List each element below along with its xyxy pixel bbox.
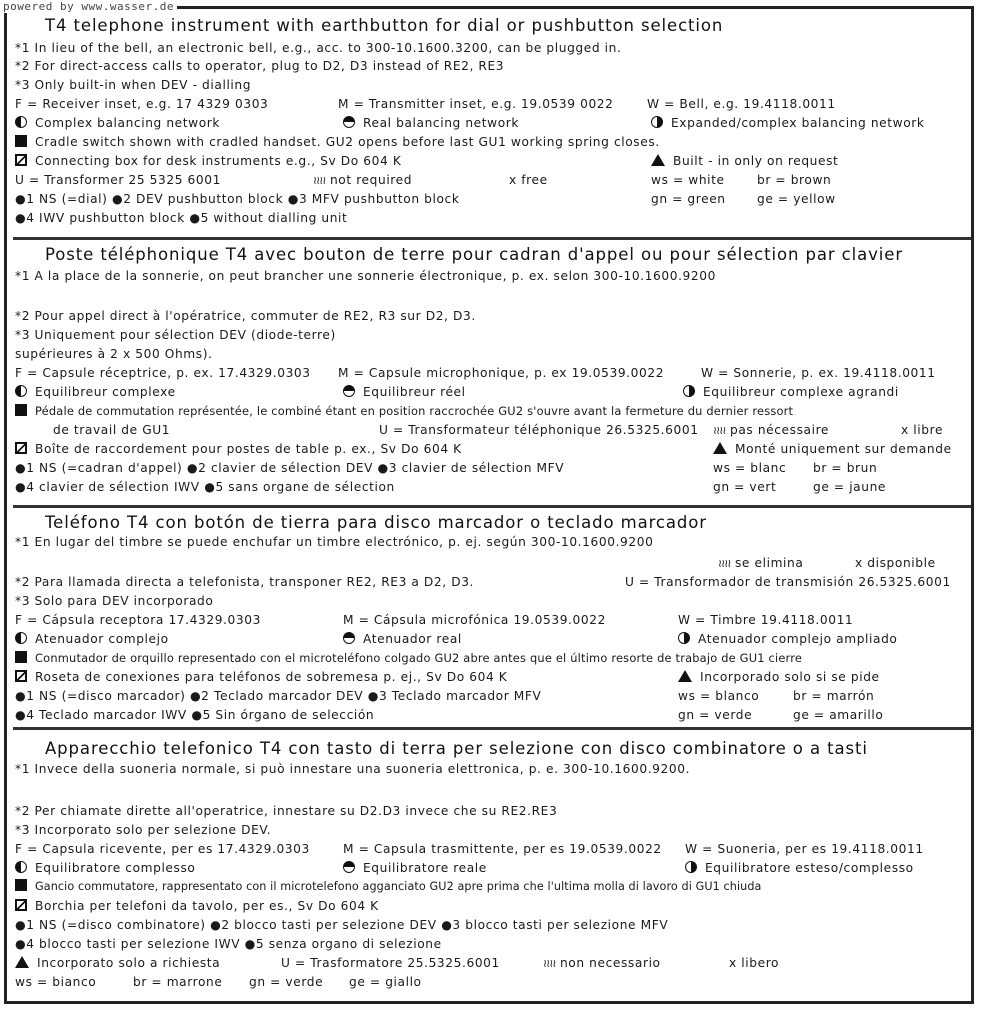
color-ws: ws = blanco (678, 689, 760, 703)
legend-expanded (683, 383, 899, 401)
expanded-network-icon (685, 861, 697, 873)
legend-label: Real balancing network (363, 116, 520, 130)
legend-label: not required (329, 173, 413, 187)
legend-complex (15, 383, 176, 401)
note-3: *3 Uniquement pour sélection DEV (diode-terre) (15, 328, 336, 342)
transformer: U = Transformateur téléphonique 26.5325.6001 (379, 423, 699, 437)
legend-label: Built - in only on request (673, 154, 839, 168)
legend-label: se elimina (734, 556, 804, 570)
color-ws: ws = blanc (713, 461, 787, 475)
legend-label: Boîte de raccordement pour postes de table p. ex., Sv Do 604 K (35, 442, 462, 456)
legend-label: Atenuador complejo ampliado (698, 632, 898, 646)
receiver-part: F = Capsule réceptrice, p. ex. 17.4329.0303 (15, 366, 311, 380)
legend-cradle (15, 649, 802, 667)
note-2: *2 For direct-access calls to operator, plug to D2, D3 instead of RE2, RE3 (15, 59, 505, 73)
legend-eliminated (718, 554, 803, 573)
expanded-network-icon (678, 632, 690, 644)
color-br: br = marrón (793, 689, 875, 703)
legend-label: Roseta de conexiones para teléfonos de sobremesa p. ej., Sv Do 604 K (35, 670, 508, 684)
legend-label: Expanded/complex balancing network (671, 116, 925, 130)
triangle-icon (678, 670, 692, 682)
complex-network-icon (15, 632, 27, 644)
dialling-line-2: ●4 blocco tasti per selezione IWV ●5 senza organo di selezione (15, 937, 442, 951)
legend-built-in (15, 954, 220, 972)
transmitter-part: M = Capsula trasmittente, per es 19.0539.0022 (343, 842, 662, 856)
legend-label: Cradle switch shown with cradled handset. GU2 opens before last GU1 working spring closes. (35, 135, 660, 149)
transmitter-part: M = Cápsula microfónica 19.0539.0022 (343, 613, 606, 627)
section-title: Teléfono T4 con botón de tierra para disco marcador o teclado marcador (45, 513, 707, 532)
legend-free: x libero (729, 956, 780, 970)
legend-cradle-cont: de travail de GU1 (53, 423, 171, 437)
color-ge: ge = yellow (757, 192, 836, 206)
transformer: U = Transformer 25 5325 6001 (15, 173, 221, 187)
legend-label: Equilibreur réel (363, 385, 466, 399)
legend-label: Equilibreur complexe (35, 385, 176, 399)
legend-label: Pédale de commutation représentée, le combiné étant en position raccrochée GU2 s'ouvre avant la fermeture du dernier ressort (35, 404, 794, 418)
legend-expanded (678, 630, 897, 648)
legend-free: x free (509, 173, 548, 187)
legend-label: non necessario (559, 956, 661, 970)
dialling-line-1: ●1 NS (=disco combinatore) ●2 blocco tasti per selezione DEV ●3 blocco tasti per selezione MFV (15, 918, 669, 932)
dialling-line-2: ●4 Teclado marcador IWV ●5 Sin órgano de selección (15, 708, 375, 722)
color-ge: ge = jaune (813, 480, 886, 494)
dialling-line-2: ●4 IWV pushbutton block ●5 without dialling unit (15, 211, 348, 225)
cradle-switch-icon (15, 135, 27, 147)
section-english (13, 9, 971, 237)
legend-cradle (15, 878, 762, 896)
legend-real (343, 383, 466, 401)
color-ge: ge = giallo (349, 975, 422, 989)
legend-label: Monté uniquement sur demande (735, 442, 952, 456)
wavy-line-icon: ≀≀≀≀ (718, 557, 731, 570)
legend-real (343, 859, 487, 877)
legend-connecting-box (15, 440, 462, 458)
legend-not-required (713, 421, 829, 440)
legend-built-in (713, 440, 952, 458)
receiver-part: F = Capsula ricevente, per es 17.4329.0303 (15, 842, 310, 856)
legend-built-in (678, 668, 880, 686)
real-network-icon (343, 385, 355, 397)
legend-connecting-box (15, 152, 401, 170)
note-1: *1 A la place de la sonnerie, on peut brancher une sonnerie électronique, p. ex. selon 300-10.1600.9200 (15, 269, 716, 283)
section-italian (13, 727, 971, 1001)
complex-network-icon (15, 116, 27, 128)
bell-part: W = Sonnerie, p. ex. 19.4118.0011 (701, 366, 936, 380)
legend-connecting-box (15, 897, 379, 915)
connecting-box-icon (15, 899, 27, 911)
document-sheet (4, 6, 974, 1004)
note-3-cont: supérieures à 2 x 500 Ohms). (15, 347, 213, 361)
legend-label: Complex balancing network (35, 116, 221, 130)
legend-built-in (651, 152, 838, 170)
note-2: *2 Pour appel direct à l'opératrice, commuter de RE2, R3 sur D2, D3. (15, 309, 476, 323)
dialling-line-2: ●4 clavier de sélection IWV ●5 sans organe de sélection (15, 480, 395, 494)
receiver-part: F = Receiver inset, e.g. 17 4329 0303 (15, 97, 269, 111)
triangle-icon (651, 154, 665, 166)
watermark: powered by www.wasser.de (0, 0, 177, 13)
real-network-icon (343, 116, 355, 128)
legend-label: Equilibratore reale (363, 861, 487, 875)
dialling-line-1: ●1 NS (=dial) ●2 DEV pushbutton block ●3 MFV pushbutton block (15, 192, 460, 206)
dialling-line-1: ●1 NS (=disco marcador) ●2 Teclado marcador DEV ●3 Teclado marcador MFV (15, 689, 542, 703)
color-ws: ws = bianco (15, 975, 97, 989)
wavy-line-icon: ≀≀≀≀ (543, 957, 556, 970)
legend-label: Incorporato solo a richiesta (37, 956, 221, 970)
triangle-icon (15, 956, 29, 968)
triangle-icon (713, 442, 727, 454)
legend-label: Gancio commutatore, rappresentato con il microtelefono agganciato GU2 apre prima che l'ultima molla di lavoro di GU1 chiuda (35, 880, 762, 893)
connecting-box-icon (15, 442, 27, 454)
expanded-network-icon (683, 385, 695, 397)
connecting-box-icon (15, 670, 27, 682)
legend-not-required (543, 954, 661, 973)
transformer: U = Transformador de transmisión 26.5325.6001 (625, 575, 951, 589)
real-network-icon (343, 861, 355, 873)
complex-network-icon (15, 861, 27, 873)
note-3: *3 Only built-in when DEV - dialling (15, 78, 252, 92)
legend-complex (15, 114, 220, 132)
note-1: *1 Invece della suoneria normale, si può innestare una suoneria elettronica, p. e. 300-10.1600.9200. (15, 762, 691, 776)
legend-connecting-box (15, 668, 507, 686)
section-french (13, 237, 971, 505)
expanded-network-icon (651, 116, 663, 128)
legend-label: pas nécessaire (729, 423, 830, 437)
bell-part: W = Suoneria, per es 19.4118.0011 (685, 842, 924, 856)
legend-label: Incorporado solo si se pide (700, 670, 880, 684)
legend-label: Connecting box for desk instruments e.g., Sv Do 604 K (35, 154, 402, 168)
color-gn: gn = green (651, 192, 726, 206)
receiver-part: F = Cápsula receptora 17.4329.0303 (15, 613, 261, 627)
note-3: *3 Incorporato solo per selezione DEV. (15, 823, 272, 837)
bell-part: W = Timbre 19.4118.0011 (678, 613, 854, 627)
color-gn: gn = verde (678, 708, 753, 722)
color-br: br = marrone (133, 975, 223, 989)
legend-label: Equilibratore esteso/complesso (705, 861, 914, 875)
legend-label: Atenuador real (363, 632, 462, 646)
legend-label: Equilibreur complexe agrandi (703, 385, 899, 399)
legend-cradle (15, 402, 793, 420)
legend-complex (15, 630, 169, 648)
legend-real (343, 114, 519, 132)
wavy-line-icon: ≀≀≀≀ (713, 424, 726, 437)
section-title: T4 telephone instrument with earthbutton for dial or pushbutton selection (45, 16, 724, 35)
color-gn: gn = vert (713, 480, 777, 494)
legend-cradle (15, 133, 660, 151)
section-title: Poste téléphonique T4 avec bouton de terre pour cadran d'appel ou pour sélection par clavier (45, 245, 904, 264)
note-2: *2 Para llamada directa a telefonista, transponer RE2, RE3 a D2, D3. (15, 575, 475, 589)
legend-label: Borchia per telefoni da tavolo, per es., Sv Do 604 K (35, 899, 379, 913)
cradle-switch-icon (15, 879, 27, 891)
transformer: U = Trasformatore 25.5325.6001 (281, 956, 500, 970)
note-3: *3 Solo para DEV incorporado (15, 594, 214, 608)
section-spanish (13, 505, 971, 727)
legend-available: x disponible (855, 556, 936, 570)
legend-not-required (313, 171, 412, 190)
legend-free: x libre (901, 423, 944, 437)
color-ws: ws = white (651, 173, 725, 187)
connecting-box-icon (15, 154, 27, 166)
note-1: *1 En lugar del timbre se puede enchufar un timbre electrónico, p. ej. según 300-10.1600.9200 (15, 535, 654, 549)
complex-network-icon (15, 385, 27, 397)
section-title: Apparecchio telefonico T4 con tasto di terra per selezione con disco combinatore o a tasti (45, 739, 868, 758)
dialling-line-1: ●1 NS (=cadran d'appel) ●2 clavier de sélection DEV ●3 clavier de sélection MFV (15, 461, 565, 475)
legend-expanded (651, 114, 925, 132)
color-gn: gn = verde (249, 975, 324, 989)
legend-expanded (685, 859, 914, 877)
legend-label: Conmutador de orquillo representado con el microteléfono colgado GU2 abre antes que el último resorte de trabajo de GU1 cierre (35, 651, 803, 665)
note-2: *2 Per chiamate dirette all'operatrice, innestare su D2.D3 invece che su RE2.RE3 (15, 804, 558, 818)
real-network-icon (343, 632, 355, 644)
cradle-switch-icon (15, 651, 27, 663)
note-1: *1 In lieu of the bell, an electronic bell, e.g., acc. to 300-10.1600.3200, can be plugged in. (15, 41, 622, 55)
bell-part: W = Bell, e.g. 19.4118.0011 (647, 97, 836, 111)
legend-label: Atenuador complejo (35, 632, 169, 646)
color-br: br = brun (813, 461, 878, 475)
transmitter-part: M = Transmitter inset, e.g. 19.0539 0022 (338, 97, 614, 111)
transmitter-part: M = Capsule microphonique, p. ex 19.0539.0022 (338, 366, 665, 380)
legend-label: Equilibratore complesso (35, 861, 196, 875)
cradle-switch-icon (15, 404, 27, 416)
color-br: br = brown (757, 173, 832, 187)
legend-real (343, 630, 462, 648)
color-ge: ge = amarillo (793, 708, 884, 722)
legend-complex (15, 859, 196, 877)
wavy-line-icon: ≀≀≀≀ (313, 174, 326, 187)
